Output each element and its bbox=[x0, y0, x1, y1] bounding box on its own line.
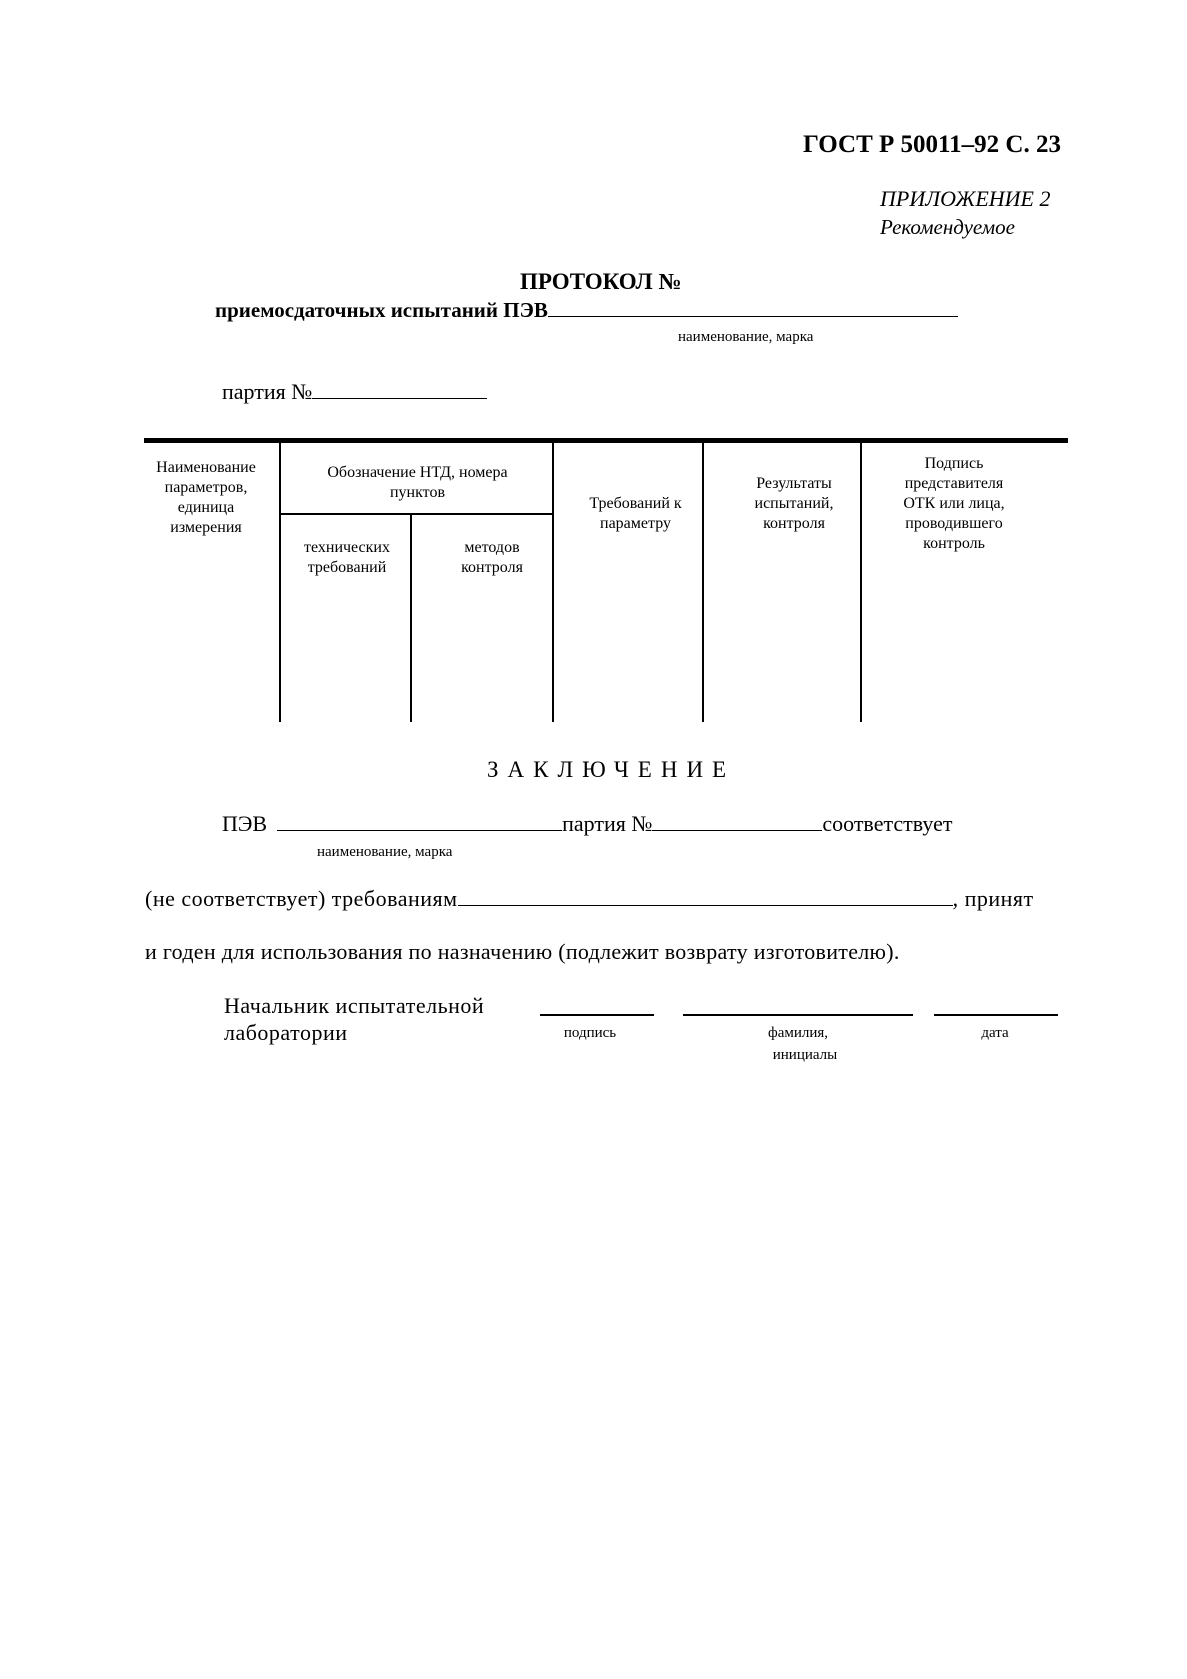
protocol-title: ПРОТОКОЛ № bbox=[520, 269, 682, 294]
col-parameter-requirements: Требований к параметру bbox=[589, 495, 682, 532]
col-test-results: Результаты испытаний, контроля bbox=[754, 475, 834, 532]
pev-name-caption: наименование, марка bbox=[317, 844, 453, 860]
requirements-blank[interactable] bbox=[458, 904, 953, 906]
conclusion-batch-blank[interactable] bbox=[652, 829, 822, 831]
pev-name-blank[interactable] bbox=[277, 829, 562, 831]
product-name-blank[interactable] bbox=[548, 315, 958, 317]
lab-head-line-1: Начальник испытательной bbox=[224, 993, 485, 1018]
accepted-text: , принят bbox=[952, 886, 1034, 911]
signature-caption: подпись bbox=[563, 1025, 617, 1041]
batch-number-label: партия № bbox=[222, 379, 313, 404]
gost-reference: ГОСТ Р 50011–92 С. 23 bbox=[803, 131, 1061, 158]
table-divider-3 bbox=[552, 443, 554, 722]
conclusion-line-1 bbox=[222, 811, 952, 837]
appendix-status: Рекомендуемое bbox=[880, 215, 1015, 239]
complies-text: соответствует bbox=[822, 811, 953, 836]
product-name-caption: наименование, марка bbox=[678, 329, 814, 345]
col-control-methods: методов контроля bbox=[461, 539, 523, 576]
batch-number-blank[interactable] bbox=[312, 397, 487, 399]
signature-blank[interactable] bbox=[540, 1014, 654, 1016]
conclusion-line-2 bbox=[145, 886, 1034, 912]
col-parameter-name: Наименование параметров, единица измерения bbox=[156, 459, 256, 536]
batch-number-line bbox=[222, 379, 487, 405]
table-top-rule bbox=[144, 438, 1068, 443]
appendix-title: ПРИЛОЖЕНИЕ 2 bbox=[880, 186, 1051, 211]
col-signature: Подпись представителя ОТК или лица, проводившего контроль bbox=[903, 455, 1005, 552]
surname-blank[interactable] bbox=[683, 1014, 913, 1016]
initials-caption: инициалы bbox=[772, 1047, 838, 1063]
table-subheader-rule bbox=[279, 513, 554, 515]
table-divider-4 bbox=[702, 443, 704, 722]
protocol-subtitle bbox=[215, 298, 958, 323]
date-blank[interactable] bbox=[934, 1014, 1058, 1016]
table-divider-5 bbox=[860, 443, 862, 722]
conclusion-line-3: и годен для использования по назначению (подлежит возврату изготовителю). bbox=[145, 939, 900, 964]
table-divider-1 bbox=[279, 443, 281, 722]
conclusion-batch-label: партия № bbox=[562, 811, 653, 836]
protocol-subtitle-text: приемосдаточных испытаний ПЭВ bbox=[215, 298, 548, 322]
conclusion-heading: ЗАКЛЮЧЕНИЕ bbox=[487, 757, 736, 782]
pev-label: ПЭВ bbox=[222, 811, 268, 836]
col-technical-requirements: технических требований bbox=[304, 539, 390, 576]
col-ntd-designation: Обозначение НТД, номера пунктов bbox=[327, 464, 508, 501]
date-caption: дата bbox=[981, 1025, 1009, 1041]
lab-head-line-2: лаборатории bbox=[224, 1020, 348, 1045]
table-divider-2 bbox=[410, 514, 412, 722]
surname-caption: фамилия, bbox=[767, 1025, 829, 1041]
not-comply-text: (не соответствует) требованиям bbox=[145, 886, 458, 911]
